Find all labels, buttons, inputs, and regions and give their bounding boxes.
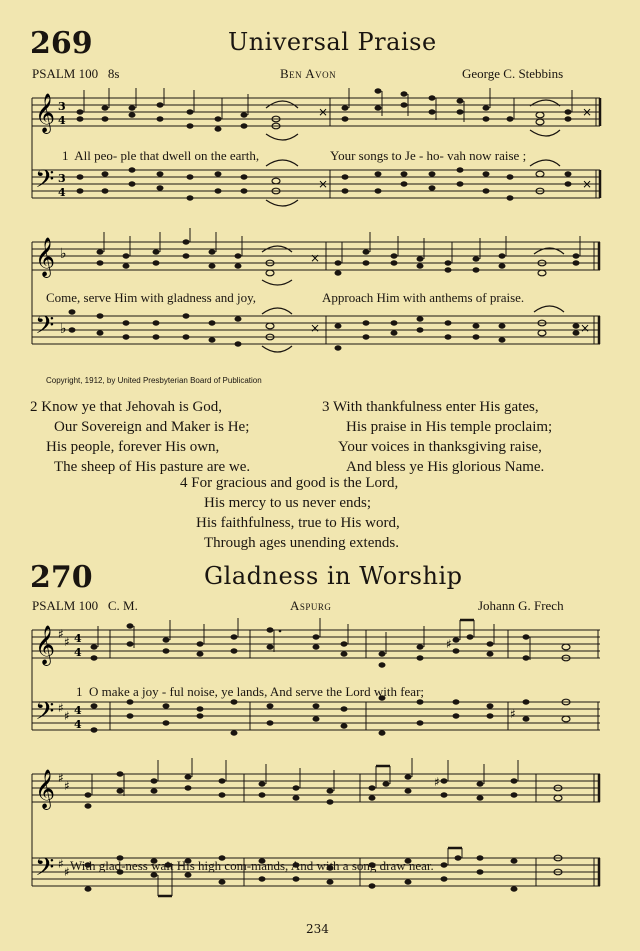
- svg-text:𝄢: 𝄢: [35, 165, 55, 200]
- verse-line: Through ages unending extends.: [204, 535, 399, 551]
- psalm-reference: [32, 598, 138, 614]
- verse-line: Your voices in thanksgiving raise,: [338, 439, 542, 455]
- lyric-line-1a: [62, 148, 259, 164]
- meter-label: 8s: [107, 66, 120, 81]
- verse-line: His faithfulness, true to His word,: [196, 515, 400, 531]
- verse-line: Know ye that Jehovah is God,: [41, 399, 223, 415]
- verse-4: [180, 473, 400, 553]
- svg-text:𝄞: 𝄞: [35, 625, 56, 665]
- svg-text:♯: ♯: [64, 865, 70, 879]
- verse-number: 4: [180, 475, 188, 491]
- verse-number: 3: [322, 399, 330, 415]
- hymn-title: Gladness in Worship: [204, 562, 463, 590]
- composer-name: Johann G. Frech: [478, 598, 564, 613]
- svg-text:♯: ♯: [510, 707, 516, 721]
- svg-text:𝄞: 𝄞: [35, 93, 56, 133]
- svg-text:4: 4: [58, 114, 66, 127]
- svg-text:♭: ♭: [60, 321, 67, 337]
- verse-number: 1: [62, 148, 69, 163]
- psalm-label: PSALM 100: [32, 598, 99, 613]
- svg-text:♯: ♯: [434, 775, 440, 789]
- svg-text:𝄢: 𝄢: [35, 311, 55, 346]
- copyright-notice: Copyright, 1912, by United Presbyterian Board of Publication: [46, 376, 262, 385]
- verse-line: His mercy to us never ends;: [204, 495, 372, 511]
- music-system-4: [0, 758, 640, 918]
- hymn-title: Universal Praise: [228, 28, 437, 56]
- lyric-text: All peo- ple that dwell on the earth,: [74, 148, 260, 163]
- svg-text:×: ×: [318, 105, 329, 119]
- verse-line: The sheep of His pasture are we.: [54, 459, 251, 475]
- svg-text:4: 4: [74, 704, 82, 717]
- svg-text:×: ×: [582, 177, 593, 191]
- lyric-line-1b: Your songs to Je - ho- vah now raise ;: [330, 148, 527, 163]
- verse-line: Our Sovereign and Maker is He;: [54, 419, 250, 435]
- hymn-number: 269: [30, 26, 93, 61]
- lyric-line-2b: Approach Him with anthems of praise.: [322, 290, 525, 305]
- verse-number: 2: [30, 399, 38, 415]
- verse-line: His people, forever His own,: [46, 439, 220, 455]
- lyric-line-4: With glad-ness wait His high com-mands, And with a song draw near.: [70, 858, 434, 873]
- svg-text:♯: ♯: [446, 637, 452, 651]
- svg-text:𝄢: 𝄢: [35, 853, 55, 888]
- svg-text:♯: ♯: [64, 779, 70, 793]
- page-number: 234: [306, 922, 329, 936]
- svg-text:♯: ♯: [58, 627, 64, 641]
- svg-text:×: ×: [310, 251, 321, 265]
- verse-line: With thankfulness enter His gates,: [332, 399, 539, 415]
- hymn-number: 270: [30, 560, 93, 595]
- svg-text:4: 4: [74, 718, 82, 731]
- verse-line: For gracious and good is the Lord,: [191, 475, 399, 491]
- svg-text:3: 3: [58, 172, 66, 185]
- svg-text:×: ×: [318, 177, 329, 191]
- svg-text:×: ×: [580, 321, 591, 335]
- svg-text:♯: ♯: [58, 701, 64, 715]
- svg-text:4: 4: [58, 186, 66, 199]
- svg-text:𝄞: 𝄞: [35, 769, 56, 809]
- svg-text:𝄢: 𝄢: [35, 697, 55, 732]
- verse-number: 1: [76, 684, 83, 699]
- svg-text:♯: ♯: [64, 635, 70, 649]
- tune-name: Aspurg: [290, 598, 332, 613]
- lyric-line-2a: Come, serve Him with gladness and joy,: [46, 290, 257, 305]
- svg-text:♭: ♭: [60, 246, 67, 262]
- svg-text:♯: ♯: [64, 709, 70, 723]
- svg-text:♯: ♯: [58, 771, 64, 785]
- verse-2: [30, 397, 250, 477]
- meter-label: C. M.: [107, 598, 138, 613]
- svg-text:4: 4: [74, 632, 82, 645]
- composer-name: George C. Stebbins: [462, 66, 564, 81]
- svg-text:×: ×: [582, 105, 593, 119]
- svg-text:×: ×: [310, 321, 321, 335]
- tune-name: Ben Avon: [280, 66, 337, 81]
- svg-text:𝄞: 𝄞: [35, 237, 56, 277]
- svg-text:4: 4: [74, 646, 82, 659]
- psalm-label: PSALM 100: [32, 66, 99, 81]
- svg-text:3: 3: [58, 100, 66, 113]
- psalm-reference: [32, 66, 119, 82]
- lyric-text: O make a joy - ful noise, ye lands, And serve the Lord with fear;: [89, 684, 425, 699]
- verse-line: And bless ye His glorious Name.: [346, 459, 545, 475]
- lyric-line-3: [76, 684, 424, 700]
- verse-3: [322, 397, 552, 477]
- svg-text:♯: ♯: [58, 857, 64, 871]
- verse-line: His praise in His temple proclaim;: [346, 419, 553, 435]
